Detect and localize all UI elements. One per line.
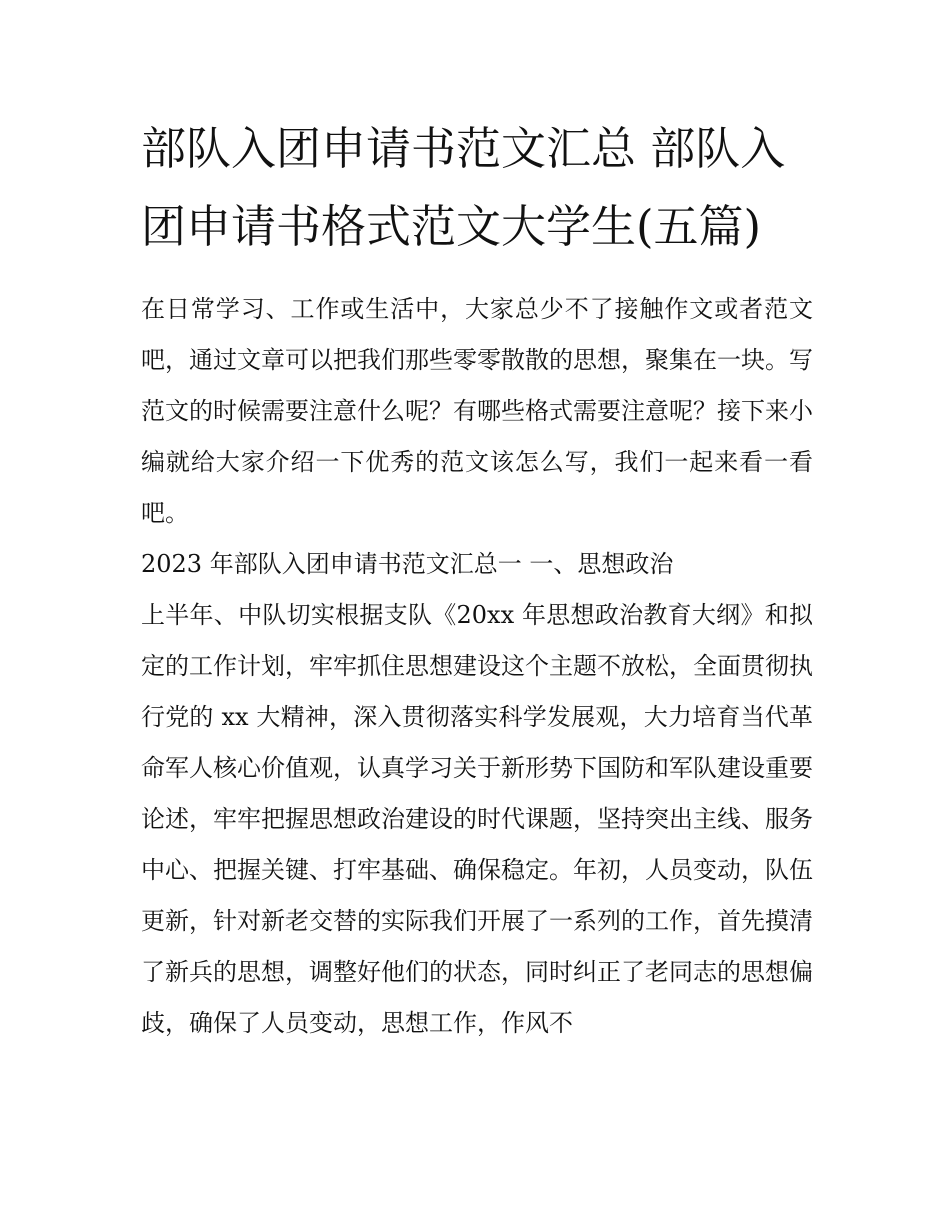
- section-heading: 2023 年部队入团申请书范文汇总一 一、思想政治: [141, 550, 674, 578]
- body-paragraph: 上半年、中队切实根据支队《20xx 年思想政治教育大纲》和拟定的工作计划，牢牢抓住思想建设这个主题不放松，全面贯彻执行党的 xx 大精神，深入贯彻落实科学发展观，大力培育当代革命军人核心价值观，认真学习关于新形势下国防和军队建设重要论述，牢牢把握思想政治建设的时代课题，坚持突出主线、服务中心、把握关键、打牢基础、确保稳定。年初，人员变动，队伍更新，针对新老交替的实际我们开展了一系列的工作，首先摸清了新兵的思想，调整好他们的状态，同时纠正了老同志的思想偏歧，确保了人员变动，思想工作，作风不: [141, 601, 813, 1037]
- document-page: [141, 110, 813, 1049]
- document-title: 部队入团申请书范文汇总 部队入团申请书格式范文大学生(五篇): [141, 122, 786, 253]
- intro-paragraph: 在日常学习、工作或生活中，大家总少不了接触作文或者范文吧，通过文章可以把我们那些零零散散的思想，聚集在一块。写范文的时候需要注意什么呢？有哪些格式需要注意呢？接下来小编就给大家介绍一下优秀的范文该怎么写，我们一起来看一看吧。: [141, 295, 813, 527]
